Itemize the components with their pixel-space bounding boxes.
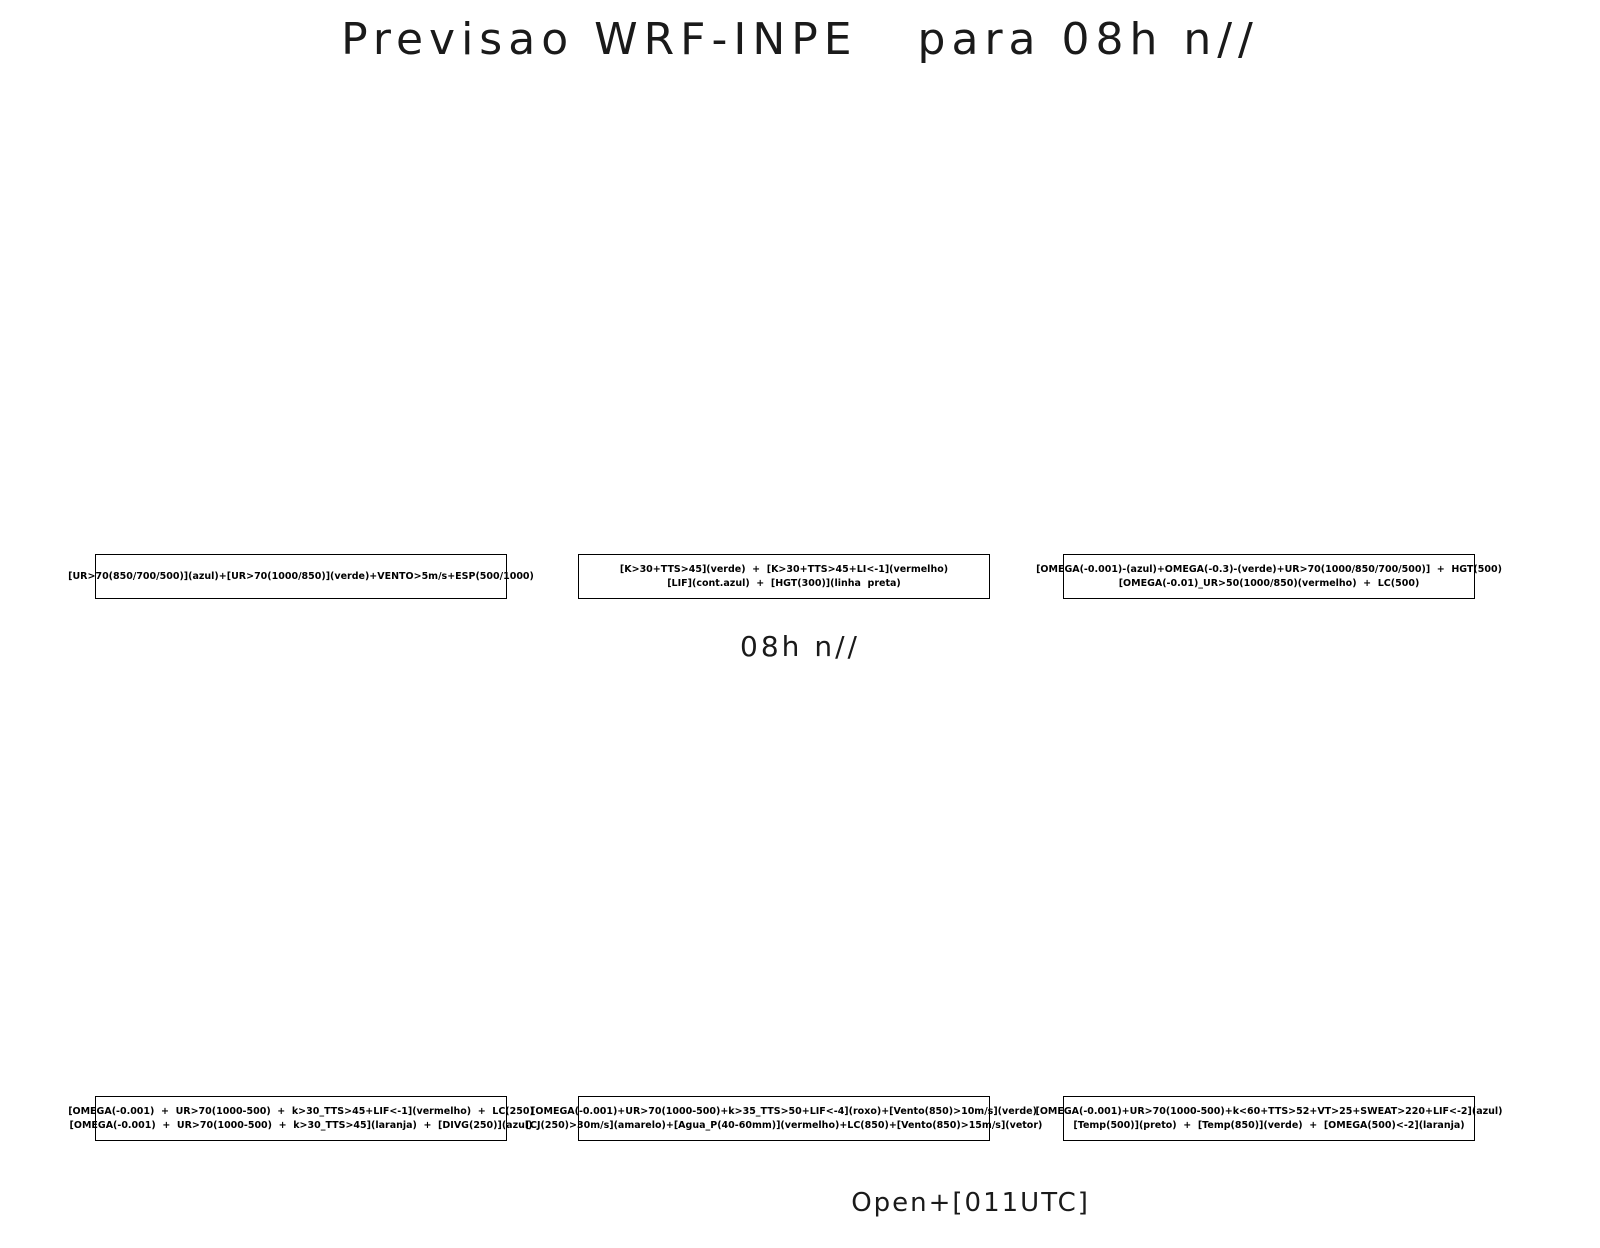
legend-line: [OMEGA(-0.001) + UR>70(1000-500) + k>30_TTS>45](laranja) + [DIVG(250)](azul)	[69, 1119, 533, 1131]
legend-box-top-left	[68, 554, 534, 599]
legend-line: [LIF](cont.azul) + [HGT(300)](linha preta)	[667, 577, 901, 589]
legend-box-bottom-left	[68, 1096, 534, 1141]
legend-box-top-center	[578, 554, 990, 599]
legend-line: [OMEGA(-0.01)_UR>50(1000/850)(vermelho) + LC(500)	[1118, 577, 1420, 589]
legend-line: [OMEGA(-0.001)-(azul)+OMEGA(-0.3)-(verde)+UR>70(1000/850/700/500)] + HGT(500)	[1036, 563, 1502, 575]
section-title-middle: 08h n//	[740, 630, 860, 663]
legend-line: [OMEGA(-0.001)+UR>70(1000-500)+k>35_TTS>50+LIF<-4](roxo)+[Vento(850)>10m/s](verde)	[531, 1105, 1037, 1117]
legend-line: [OMEGA(-0.001)+UR>70(1000-500)+k<60+TTS>52+VT>25+SWEAT>220+LIF<-2](azul)	[1035, 1105, 1503, 1117]
page-title: Previsao WRF-INPE para 08h n//	[341, 14, 1259, 65]
legend-line: [CJ(250)>30m/s](amarelo)+[Agua_P(40-60mm)](vermelho)+LC(850)+[Vento(850)>15m/s](vetor)	[525, 1119, 1043, 1131]
legend-box-bottom-center	[525, 1096, 1043, 1141]
footer-title-text: Open+[011UTC]	[851, 1188, 1090, 1218]
legend-line: [K>30+TTS>45](verde) + [K>30+TTS>45+LI<-1](vermelho)	[619, 563, 949, 575]
map-panel-top-right	[1063, 110, 1475, 550]
legend-box-bottom-right	[1035, 1096, 1503, 1141]
legend-line: [UR>70(850/700/500)](azul)+[UR>70(1000/850)](verde)+VENTO>5m/s+ESP(500/1000)	[68, 570, 534, 582]
legend-line: [OMEGA(-0.001) + UR>70(1000-500) + k>30_TTS>45+LIF<-1](vermelho) + LC(250)	[68, 1105, 534, 1117]
map-panel-bottom-center	[578, 680, 990, 1092]
map-panel-top-center	[578, 110, 990, 550]
map-panel-bottom-right	[1063, 680, 1475, 1092]
legend-box-top-right	[1036, 554, 1502, 599]
footer-title	[0, 1158, 1600, 1248]
legend-line: [Temp(500)](preto) + [Temp(850)](verde) + [OMEGA(500)<-2](laranja)	[1073, 1119, 1465, 1131]
map-panel-bottom-left	[95, 680, 507, 1092]
map-panel-top-left	[95, 110, 507, 550]
